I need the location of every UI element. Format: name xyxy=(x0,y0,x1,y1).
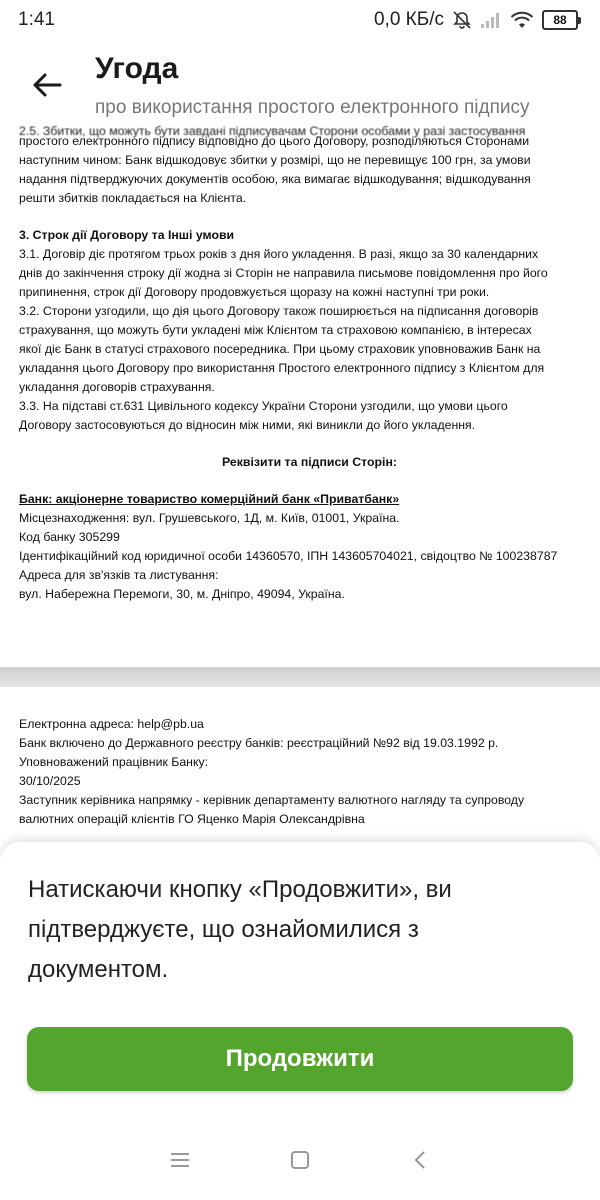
network-speed: 0,0 КБ/с xyxy=(373,9,444,30)
doc-line: 3.1. Договір діє протягом трьох років з дня його укладення. В разі, якщо за 30 календарних xyxy=(19,247,539,261)
page-title: Угода xyxy=(95,52,179,85)
doc-line: валютних операцій клієнтів ГО Яценко Марія Олександрівна xyxy=(19,812,365,826)
back-chevron-icon xyxy=(413,1150,427,1170)
doc-line: вул. Набережна Перемоги, 30, м. Дніпро, 49094, Україна. xyxy=(19,587,345,601)
doc-line: якої діє Банк в статусі страхового посередника. При цьому страховик уповноважив Банк на xyxy=(19,342,541,356)
document-viewer[interactable] xyxy=(0,124,600,842)
wifi-icon xyxy=(510,11,534,29)
doc-line: решти збитків покладається на Клієнта. xyxy=(19,191,247,205)
doc-line: надання підтверджуючих документів особою, яка вимагає відшкодування; відшкодування xyxy=(19,172,531,186)
requisites-title: Реквізити та підписи Сторін: xyxy=(222,455,397,469)
system-nav-bar xyxy=(0,1120,600,1200)
doc-line: простого електронного підпису відповідно до цього Договору, розподіляються Сторонами xyxy=(19,134,530,148)
doc-line: укладання договорів страхування. xyxy=(19,380,215,394)
doc-content-2 xyxy=(0,687,600,829)
doc-line: припинення, строк дії Договору продовжується щоразу на кожні наступні три роки. xyxy=(19,285,490,299)
document-page-2 xyxy=(0,687,600,842)
doc-line: укладання цього Договору про використання Простого електронного підпису з Клієнтом для xyxy=(19,361,545,375)
app-header xyxy=(0,40,600,132)
system-back-button[interactable] xyxy=(400,1140,440,1180)
page-separator xyxy=(0,667,600,687)
doc-line: 3.2. Сторони узгодили, що дія цього Договору також поширюється на підписання договорів xyxy=(19,304,539,318)
back-button[interactable] xyxy=(24,62,70,108)
doc-line: Ідентифікаційний код юридичної особи 14360570, ІПН 143605704021, свідоцтво № 100238787 xyxy=(19,549,558,563)
doc-line: наступним чином: Банк відшкодовує збитки у розмірі, що не перевищує 100 грн, за умови xyxy=(19,153,531,167)
bank-name: Банк: акціонерне товариство комерційний банк «Приватбанк» xyxy=(19,492,400,506)
doc-line: Договору застосовуються до відносин між ними, які виникли до його укладення. xyxy=(19,418,476,432)
arrow-left-icon xyxy=(32,72,62,98)
menu-icon xyxy=(170,1151,190,1169)
document-page-1 xyxy=(0,124,600,667)
page-subtitle: про використання простого електронного підпису xyxy=(95,97,530,118)
doc-line: Заступник керівника напрямку - керівник департаменту валютного нагляду та супроводу xyxy=(19,793,525,807)
home-button[interactable] xyxy=(280,1140,320,1180)
doc-line: 30/10/2025 xyxy=(19,774,81,788)
doc-cut-line: 2.5. Збитки, що можуть бути завдані підписувачам Сторони особами у разі застосування xyxy=(19,124,526,138)
status-bar xyxy=(0,0,600,40)
doc-line: Код банку 305299 xyxy=(19,530,120,544)
signal-icon xyxy=(480,11,502,29)
doc-line: днів до закінчення строку дії жодна зі Сторін не направила письмове повідомлення про його xyxy=(19,266,548,280)
doc-line: Електронна адреса: help@pb.ua xyxy=(19,717,204,731)
status-icons xyxy=(374,9,578,31)
doc-line: Адреса для зв'язків та листування: xyxy=(19,568,219,582)
menu-button[interactable] xyxy=(160,1140,200,1180)
continue-button[interactable]: Продовжити xyxy=(27,1027,573,1091)
doc-line: Уповноважений працівник Банку: xyxy=(19,755,209,769)
confirmation-notice: Натискаючи кнопку «Продовжити», ви підтверджуєте, що ознайомилися з документом. xyxy=(28,876,452,983)
status-time: 1:41 xyxy=(18,9,55,30)
doc-content xyxy=(0,132,600,604)
doc-line: 3.3. На підставі ст.631 Цивільного кодексу України Сторони узгодили, що умови цього xyxy=(19,399,508,413)
doc-line: страхування, що можуть бути укладені між Клієнтом та страховою компанією, в інтересах xyxy=(19,323,532,337)
mute-icon xyxy=(452,10,472,30)
section-title: 3. Строк дії Договору та Інші умови xyxy=(19,228,235,242)
doc-line: Банк включено до Державного реєстру банків: реєстраційний №92 від 19.03.1992 р. xyxy=(19,736,499,750)
confirmation-sheet xyxy=(0,842,600,1120)
battery-icon: 88 xyxy=(542,10,578,30)
home-square-icon xyxy=(290,1150,310,1170)
doc-line: Місцезнаходження: вул. Грушевського, 1Д, м. Київ, 01001, Україна. xyxy=(19,511,400,525)
